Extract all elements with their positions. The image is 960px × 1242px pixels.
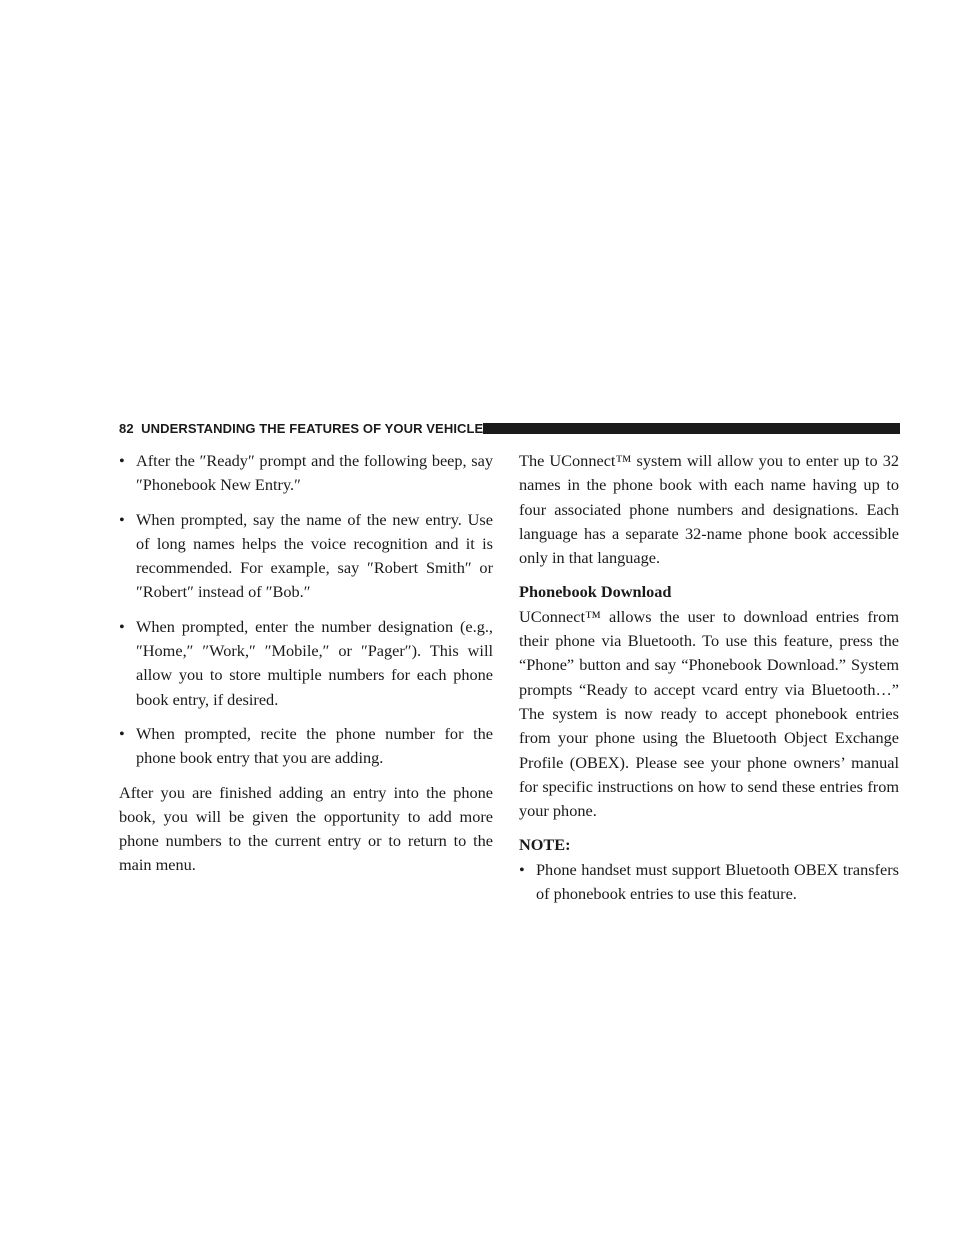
bullet-icon: • [119, 723, 125, 743]
bullet-icon: • [519, 859, 525, 879]
list-item [119, 722, 493, 771]
bullet-icon: • [119, 509, 125, 529]
list-item [119, 449, 493, 498]
list-item [119, 615, 493, 712]
list-item-text: When prompted, recite the phone number for the phone book entry that you are adding. [136, 723, 493, 768]
note-text: Phone handset must support Bluetooth OBEX transfers of phonebook entries to use this feature. [536, 859, 899, 904]
header-rule [483, 423, 900, 434]
list-item-text: When prompted, say the name of the new entry. Use of long names helps the voice recognition and it is recommended. For example, say ″Robert Smith″ or ″Robert″ instead of ″Bob.″ [136, 509, 493, 602]
list-item-text: After the ″Ready″ prompt and the following beep, say ″Phonebook New Entry.″ [136, 451, 493, 495]
list-item [119, 508, 493, 605]
right-column [519, 449, 899, 916]
page-header [119, 420, 900, 438]
section-heading: Phonebook Download [519, 582, 672, 602]
header-text [119, 421, 483, 436]
list-item [519, 858, 899, 907]
bullet-icon: • [119, 616, 125, 636]
page-number: 82 [119, 421, 134, 436]
list-item-text: When prompted, enter the number designation (e.g., ″Home,″ ″Work,″ ″Mobile,″ or ″Pager″). This will allow you to store multiple numbers for each phone book entry, if desired. [136, 616, 493, 709]
bullet-icon: • [119, 451, 125, 470]
download-paragraph: UConnect™ allows the user to download entries from their phone via Bluetooth. To use this feature, press the “Phone” button and say “Phonebook Download.” System prompts “Ready to accept vcard entry via Bluetooth…” The system is now ready to accept phonebook entries from your phone using the Bluetooth Object Exchange Profile (OBEX). Please see your phone owners’ manual for specific instructions on how to send these entries from your phone. [519, 606, 899, 821]
left-column [119, 449, 493, 888]
section-title: UNDERSTANDING THE FEATURES OF YOUR VEHICLE [141, 421, 484, 436]
note-label: NOTE: [519, 835, 571, 855]
intro-paragraph: The UConnect™ system will allow you to enter up to 32 names in the phone book with each name having up to four associated phone numbers and designations. Each language has a separate 32-name phone book accessible only in that language. [519, 451, 899, 568]
closing-paragraph: After you are finished adding an entry into the phone book, you will be given the opportunity to add more phone numbers to the current entry or to return to the main menu. [119, 782, 493, 875]
